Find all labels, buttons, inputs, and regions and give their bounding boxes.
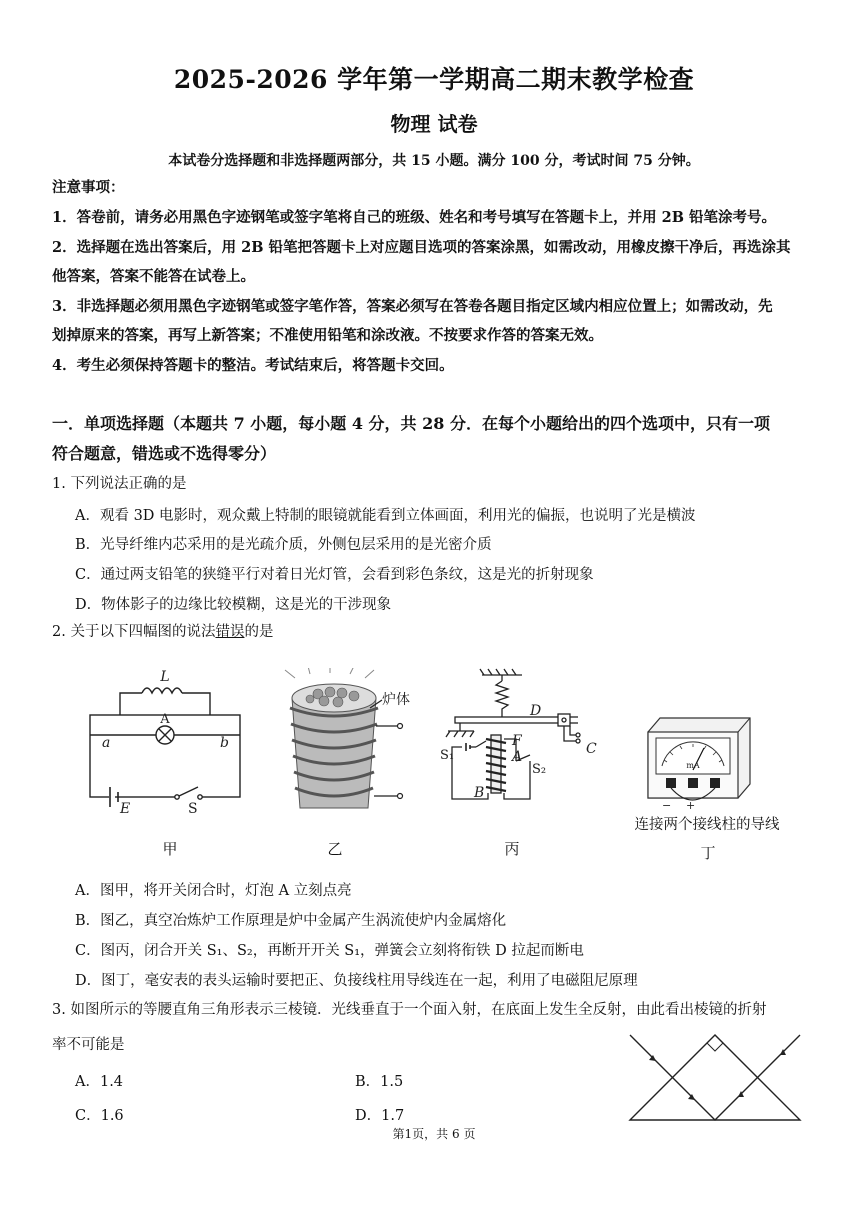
- q2-stem: [52, 622, 822, 642]
- q2-stem-underlined: 错误: [215, 624, 245, 640]
- note-3b: 划掉原来的答案，再写上新答案；不准使用铅笔和涂改液。不按要求作答的答案无效。: [52, 327, 603, 344]
- q1-option-c: C．通过两支铅笔的狭缝平行对着日光灯管，会看到彩色条纹，这是光的折射现象: [75, 567, 594, 583]
- subject-title: 物理 试卷: [390, 112, 478, 136]
- q1-option-d: D．物体影子的边缘比较模糊，这是光的干涉现象: [75, 597, 392, 613]
- q1-option-b: B．光导纤维内芯采用的是光疏介质，外侧包层采用的是光密介质: [75, 537, 492, 553]
- figure-yi-furnace: [270, 668, 420, 816]
- q3-option-a: A．1.4: [75, 1074, 124, 1090]
- fig-label-jia: 甲: [162, 840, 178, 858]
- q2-option-b: B．图乙，真空冶炼炉工作原理是炉中金属产生涡流使炉内金属熔化: [75, 913, 507, 929]
- ding-caption: 连接两个接线柱的导线: [634, 817, 780, 833]
- q3-stem: 3. 如图所示的等腰直角三角形表示三棱镜．光线垂直于一个面入射，在底面上发生全反射，由此看出棱镜的折射: [52, 1002, 767, 1018]
- bing-label-d: D: [530, 703, 542, 719]
- q2-option-d: D．图丁，毫安表的表头运输时要把正、负接线柱用导线连在一起，利用了电磁阻尼原理: [75, 973, 638, 989]
- figure-ding-ammeter: [640, 712, 760, 812]
- jia-label-e: E: [120, 801, 131, 815]
- bing-label-f: F: [512, 733, 522, 749]
- section-1-heading-cont: 符合题意，错选或不选得零分）: [52, 444, 277, 463]
- fig-label-ding: 丁: [700, 844, 716, 862]
- bing-label-s1: S₁: [440, 748, 455, 763]
- page-title: 2025-2026 学年第一学期高二期末教学检查: [173, 65, 695, 94]
- q2-stem-pre: 2. 关于以下四幅图的说法: [52, 624, 216, 640]
- note-4: 4．考生必须保持答题卡的整洁。考试结束后，将答题卡交回。: [52, 357, 454, 374]
- bing-label-c: C: [586, 741, 597, 757]
- q1-stem: 1. 下列说法正确的是: [52, 476, 187, 492]
- exam-info: 本试卷分选择题和非选择题两部分，共 15 小题。满分 100 分，考试时间 75 分钟。: [168, 153, 700, 169]
- figure-prism: [620, 1030, 810, 1125]
- ding-label-ma: mA: [686, 761, 700, 770]
- q2-option-a: A．图甲，将开关闭合时，灯泡 A 立刻点亮: [75, 883, 352, 899]
- figure-jia-circuit: [80, 665, 255, 815]
- note-1: 1．答卷前，请务必用黑色字迹钢笔或签字笔将自己的班级、姓名和考号填写在答题卡上，并用 2B 铅笔涂考号。: [52, 209, 777, 226]
- q3-option-c: C．1.6: [75, 1108, 124, 1124]
- note-2b: 他答案，答案不能答在试卷上。: [52, 268, 255, 285]
- jia-label-b-node: b: [220, 735, 229, 751]
- notes-heading: 注意事项：: [52, 179, 125, 196]
- bing-label-b: B: [474, 785, 485, 801]
- note-3a: 3．非选择题必须用黑色字迹钢笔或签字笔作答，答案必须写在答卷各题目指定区域内相应位置上；如需改动，先: [52, 298, 773, 315]
- q2-option-c: C．图丙，闭合开关 S₁、S₂，再断开开关 S₁，弹簧会立刻将衔铁 D 拉起而断电: [75, 943, 584, 959]
- ding-label-plus: +: [686, 799, 696, 812]
- bing-label-a: A: [512, 749, 523, 765]
- yi-label-furnace: 炉体: [382, 692, 410, 708]
- figure-bing-relay: [440, 665, 610, 815]
- bing-label-s2: S₂: [532, 762, 547, 777]
- fig-label-yi: 乙: [327, 840, 343, 858]
- q3-option-d: D．1.7: [355, 1108, 405, 1124]
- jia-label-a-node: a: [102, 735, 111, 751]
- ding-label-minus: −: [662, 799, 672, 812]
- q2-stem-post: 的是: [244, 624, 274, 640]
- q3-option-b: B．1.5: [355, 1074, 404, 1090]
- q1-option-a: A．观看 3D 电影时，观众戴上特制的眼镜就能看到立体画面，利用光的偏振，也说明了光是横波: [75, 508, 696, 524]
- jia-label-l: L: [160, 669, 170, 685]
- section-1-heading: 一．单项选择题（本题共 7 小题，每小题 4 分，共 28 分．在每个小题给出的四个选项中，只有一项: [52, 414, 770, 433]
- page-footer: 第1页，共 6 页: [392, 1127, 476, 1141]
- jia-label-s: S: [188, 801, 198, 815]
- fig-label-bing: 丙: [504, 840, 520, 858]
- q3-stem-cont: 率不可能是: [52, 1037, 125, 1053]
- note-2a: 2．选择题在选出答案后，用 2B 铅笔把答题卡上对应题目选项的答案涂黑，如需改动，用橡皮擦干净后，再选涂其: [52, 239, 791, 256]
- jia-label-a: A: [160, 712, 170, 727]
